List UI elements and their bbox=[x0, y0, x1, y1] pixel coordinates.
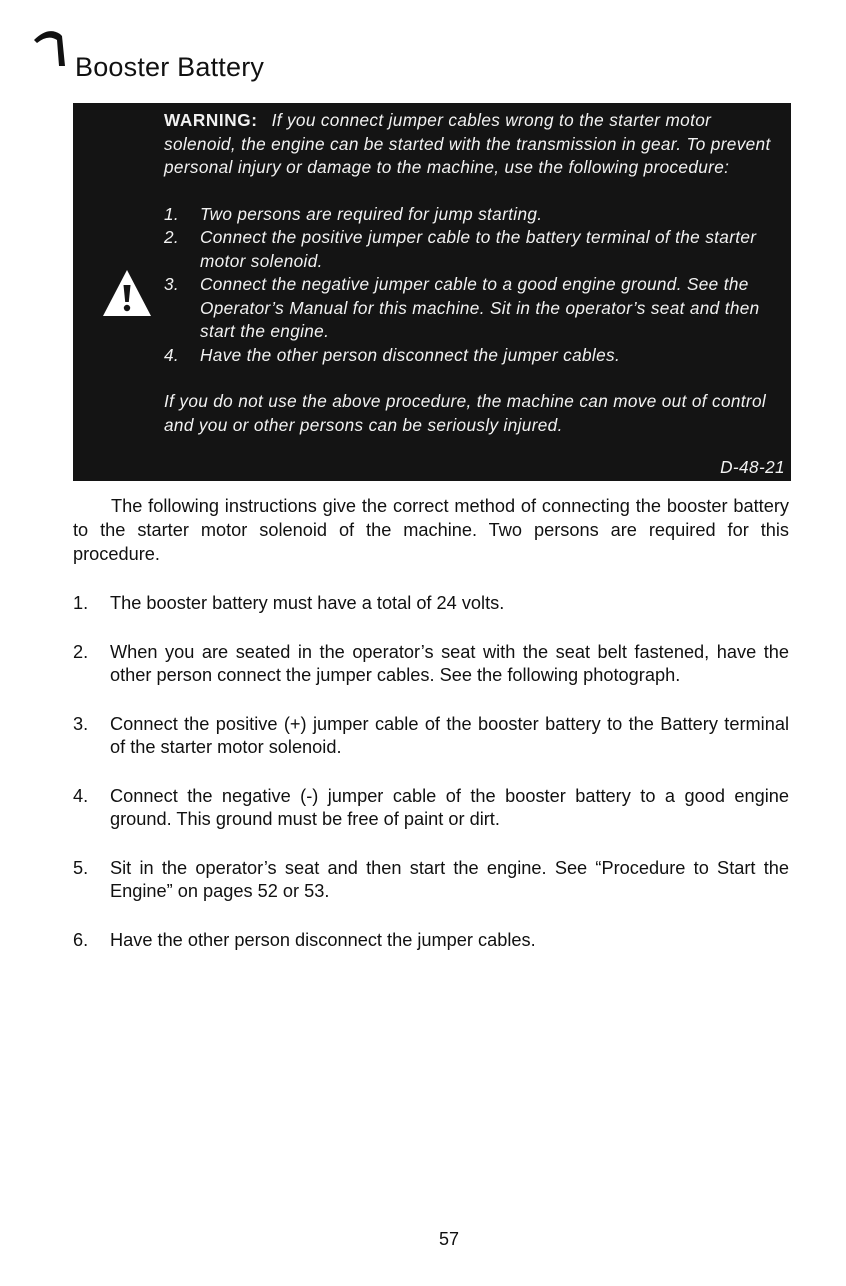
warning-step-text: Connect the negative jumper cable to a good engine ground. See the Operator’s Manual for this machine. Sit in the operator’s seat and then start the engine. bbox=[200, 274, 760, 341]
instruction-step-text: Connect the positive (+) jumper cable of the booster battery to the Battery terminal of the starter motor solenoid. bbox=[110, 713, 789, 757]
instruction-step-number: 5. bbox=[73, 857, 89, 878]
instruction-step-number: 1. bbox=[73, 593, 89, 613]
warning-step-text: Two persons are required for jump starting. bbox=[200, 203, 543, 224]
instruction-step-text: Connect the negative (-) jumper cable of the booster battery to a good engine ground. This ground must be free of paint or dirt. bbox=[110, 785, 789, 829]
instruction-step-text: Have the other person disconnect the jumper cables. bbox=[110, 929, 536, 950]
warning-intro-paragraph bbox=[164, 109, 784, 180]
instruction-step-number: 2. bbox=[73, 641, 89, 662]
warning-text bbox=[164, 109, 784, 437]
instruction-step bbox=[73, 592, 789, 616]
instruction-step bbox=[73, 857, 789, 904]
instruction-step bbox=[73, 785, 789, 832]
warning-step bbox=[164, 226, 784, 273]
intro-paragraph: The following instructions give the correct method of connecting the booster battery to the starter motor solenoid of the machine. Two persons are required for this procedure. bbox=[73, 496, 789, 564]
section-corner-mark-icon bbox=[32, 26, 72, 66]
warning-code: D-48-21 bbox=[720, 457, 785, 477]
warning-intro: If you connect jumper cables wrong to the starter motor solenoid, the engine can be started with the transmission in gear. To prevent personal injury or damage to the machine, use the following procedure: bbox=[164, 110, 771, 177]
instruction-step-number: 6. bbox=[73, 929, 89, 950]
section-title: Booster Battery bbox=[75, 52, 265, 82]
warning-step-text: Have the other person disconnect the jumper cables. bbox=[200, 344, 621, 365]
warning-label: WARNING: bbox=[164, 110, 258, 130]
instruction-step-text: Sit in the operator’s seat and then start the engine. See “Procedure to Start the Engine” on pages 52 or 53. bbox=[110, 857, 789, 901]
warning-step-number: 4. bbox=[164, 344, 180, 365]
warning-closing: If you do not use the above procedure, the machine can move out of control and you or other persons can be seriously injured. bbox=[164, 391, 767, 435]
warning-step-number: 1. bbox=[164, 203, 180, 224]
warning-step bbox=[164, 344, 784, 368]
page-number: 57 bbox=[438, 1229, 460, 1249]
instruction-step-number: 3. bbox=[73, 713, 89, 734]
instruction-step bbox=[73, 929, 789, 953]
instruction-steps-list bbox=[73, 592, 789, 952]
warning-step-number: 3. bbox=[164, 274, 180, 294]
warning-step bbox=[164, 273, 784, 344]
warning-steps-list bbox=[164, 203, 784, 368]
warning-box bbox=[73, 103, 791, 481]
warning-step bbox=[164, 203, 784, 227]
instruction-step-text: The booster battery must have a total of 24 volts. bbox=[110, 593, 505, 613]
warning-triangle-icon bbox=[101, 268, 153, 318]
instruction-step bbox=[73, 713, 789, 760]
warning-step-text: Connect the positive jumper cable to the battery terminal of the starter motor solenoid. bbox=[200, 227, 757, 271]
instruction-step bbox=[73, 641, 789, 688]
warning-step-number: 2. bbox=[164, 227, 180, 247]
instruction-step-text: When you are seated in the operator’s seat with the seat belt fastened, have the other person connect the jumper cables. See the following photograph. bbox=[110, 641, 789, 685]
instruction-step-number: 4. bbox=[73, 785, 89, 806]
